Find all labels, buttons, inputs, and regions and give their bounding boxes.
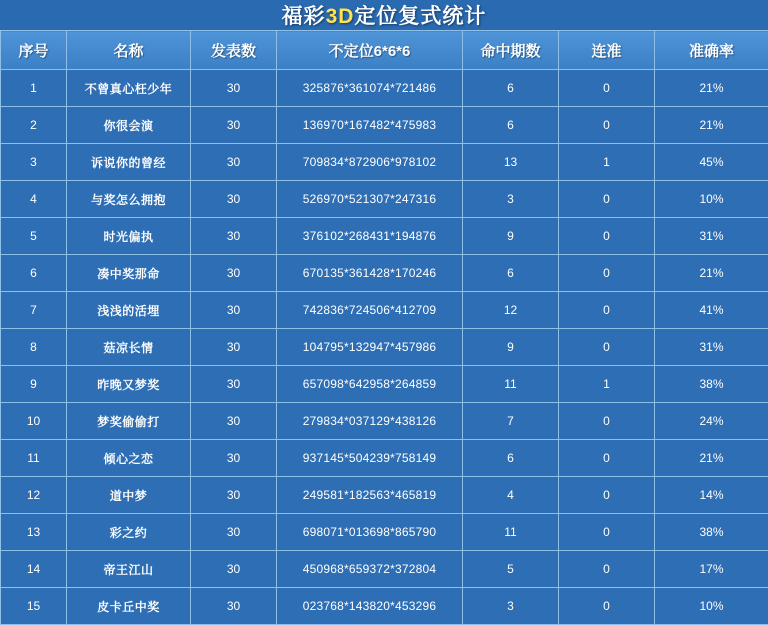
table-header xyxy=(1,31,768,70)
table-row[interactable] xyxy=(1,292,768,329)
cell-index: 13 xyxy=(1,514,67,551)
cell-index: 15 xyxy=(1,588,67,625)
cell-index: 1 xyxy=(1,70,67,107)
cell-streak: 0 xyxy=(559,440,655,477)
cell-name: 彩之约 xyxy=(67,514,191,551)
table-row[interactable] xyxy=(1,70,768,107)
cell-hit-periods: 5 xyxy=(463,551,559,588)
cell-accuracy: 21% xyxy=(655,440,768,477)
cell-post-count: 30 xyxy=(191,70,277,107)
cell-name: 菇凉长情 xyxy=(67,329,191,366)
table-body xyxy=(1,70,768,625)
cell-streak: 0 xyxy=(559,107,655,144)
cell-accuracy: 21% xyxy=(655,255,768,292)
cell-name: 与奖怎么拥抱 xyxy=(67,181,191,218)
cell-index: 6 xyxy=(1,255,67,292)
cell-streak: 0 xyxy=(559,255,655,292)
cell-post-count: 30 xyxy=(191,329,277,366)
cell-hit-periods: 9 xyxy=(463,218,559,255)
table-row[interactable] xyxy=(1,366,768,403)
cell-streak: 0 xyxy=(559,181,655,218)
cell-hit-periods: 13 xyxy=(463,144,559,181)
cell-numbers: 709834*872906*978102 xyxy=(277,144,463,181)
cell-index: 5 xyxy=(1,218,67,255)
cell-hit-periods: 9 xyxy=(463,329,559,366)
cell-post-count: 30 xyxy=(191,218,277,255)
cell-post-count: 30 xyxy=(191,144,277,181)
cell-accuracy: 41% xyxy=(655,292,768,329)
table-row[interactable] xyxy=(1,403,768,440)
table-row[interactable] xyxy=(1,588,768,625)
cell-index: 8 xyxy=(1,329,67,366)
column-header-accuracy[interactable]: 准确率 xyxy=(655,31,768,70)
table-row[interactable] xyxy=(1,477,768,514)
cell-hit-periods: 4 xyxy=(463,477,559,514)
cell-numbers: 136970*167482*475983 xyxy=(277,107,463,144)
cell-hit-periods: 6 xyxy=(463,440,559,477)
cell-post-count: 30 xyxy=(191,292,277,329)
cell-hit-periods: 6 xyxy=(463,107,559,144)
table-row[interactable] xyxy=(1,255,768,292)
cell-accuracy: 31% xyxy=(655,218,768,255)
cell-numbers: 937145*504239*758149 xyxy=(277,440,463,477)
table-row[interactable] xyxy=(1,329,768,366)
cell-index: 12 xyxy=(1,477,67,514)
cell-hit-periods: 11 xyxy=(463,514,559,551)
cell-accuracy: 17% xyxy=(655,551,768,588)
cell-hit-periods: 3 xyxy=(463,181,559,218)
column-header-post-count[interactable]: 发表数 xyxy=(191,31,277,70)
cell-streak: 0 xyxy=(559,514,655,551)
cell-hit-periods: 6 xyxy=(463,255,559,292)
cell-post-count: 30 xyxy=(191,107,277,144)
cell-index: 2 xyxy=(1,107,67,144)
cell-post-count: 30 xyxy=(191,403,277,440)
cell-index: 10 xyxy=(1,403,67,440)
table-row[interactable] xyxy=(1,107,768,144)
cell-streak: 0 xyxy=(559,403,655,440)
cell-numbers: 742836*724506*412709 xyxy=(277,292,463,329)
cell-index: 11 xyxy=(1,440,67,477)
cell-accuracy: 38% xyxy=(655,514,768,551)
cell-name: 梦奖偷偷打 xyxy=(67,403,191,440)
cell-post-count: 30 xyxy=(191,255,277,292)
cell-post-count: 30 xyxy=(191,181,277,218)
cell-accuracy: 21% xyxy=(655,70,768,107)
cell-accuracy: 14% xyxy=(655,477,768,514)
statistics-table xyxy=(0,30,768,625)
cell-name: 你很会演 xyxy=(67,107,191,144)
cell-streak: 0 xyxy=(559,218,655,255)
table-header-row xyxy=(1,31,768,70)
table-row[interactable] xyxy=(1,514,768,551)
cell-hit-periods: 11 xyxy=(463,366,559,403)
cell-hit-periods: 7 xyxy=(463,403,559,440)
cell-post-count: 30 xyxy=(191,477,277,514)
cell-index: 9 xyxy=(1,366,67,403)
page-title xyxy=(282,0,487,30)
cell-numbers: 279834*037129*438126 xyxy=(277,403,463,440)
cell-accuracy: 31% xyxy=(655,329,768,366)
table-row[interactable] xyxy=(1,181,768,218)
column-header-streak[interactable]: 连准 xyxy=(559,31,655,70)
cell-accuracy: 38% xyxy=(655,366,768,403)
cell-accuracy: 45% xyxy=(655,144,768,181)
cell-name: 倾心之恋 xyxy=(67,440,191,477)
cell-accuracy: 10% xyxy=(655,588,768,625)
cell-streak: 0 xyxy=(559,292,655,329)
cell-streak: 0 xyxy=(559,70,655,107)
cell-index: 14 xyxy=(1,551,67,588)
page-title-prefix: 福彩 xyxy=(282,5,326,28)
cell-name: 时光偏执 xyxy=(67,218,191,255)
cell-numbers: 376102*268431*194876 xyxy=(277,218,463,255)
cell-numbers: 670135*361428*170246 xyxy=(277,255,463,292)
cell-name: 道中梦 xyxy=(67,477,191,514)
cell-streak: 0 xyxy=(559,588,655,625)
table-row[interactable] xyxy=(1,144,768,181)
cell-streak: 1 xyxy=(559,144,655,181)
cell-post-count: 30 xyxy=(191,588,277,625)
cell-numbers: 104795*132947*457986 xyxy=(277,329,463,366)
page-title-bar xyxy=(0,0,768,30)
cell-accuracy: 10% xyxy=(655,181,768,218)
cell-numbers: 249581*182563*465819 xyxy=(277,477,463,514)
cell-accuracy: 24% xyxy=(655,403,768,440)
cell-name: 浅浅的活埋 xyxy=(67,292,191,329)
cell-streak: 0 xyxy=(559,477,655,514)
column-header-numbers[interactable]: 不定位6*6*6 xyxy=(277,31,463,70)
cell-hit-periods: 3 xyxy=(463,588,559,625)
column-header-name[interactable]: 名称 xyxy=(67,31,191,70)
cell-name: 皮卡丘中奖 xyxy=(67,588,191,625)
cell-name: 帝王江山 xyxy=(67,551,191,588)
table-row[interactable] xyxy=(1,440,768,477)
column-header-hit-periods[interactable]: 命中期数 xyxy=(463,31,559,70)
cell-name: 凑中奖那命 xyxy=(67,255,191,292)
cell-numbers: 325876*361074*721486 xyxy=(277,70,463,107)
cell-hit-periods: 6 xyxy=(463,70,559,107)
cell-post-count: 30 xyxy=(191,440,277,477)
cell-numbers: 657098*642958*264859 xyxy=(277,366,463,403)
cell-numbers: 526970*521307*247316 xyxy=(277,181,463,218)
cell-index: 3 xyxy=(1,144,67,181)
cell-name: 不曾真心枉少年 xyxy=(67,70,191,107)
cell-post-count: 30 xyxy=(191,551,277,588)
cell-post-count: 30 xyxy=(191,366,277,403)
page-title-suffix: 定位复式统计 xyxy=(354,5,486,28)
cell-name: 诉说你的曾经 xyxy=(67,144,191,181)
cell-index: 4 xyxy=(1,181,67,218)
cell-name: 昨晚又梦奖 xyxy=(67,366,191,403)
cell-streak: 1 xyxy=(559,366,655,403)
table-row[interactable] xyxy=(1,551,768,588)
table-row[interactable] xyxy=(1,218,768,255)
column-header-index[interactable]: 序号 xyxy=(1,31,67,70)
cell-streak: 0 xyxy=(559,551,655,588)
cell-numbers: 450968*659372*372804 xyxy=(277,551,463,588)
cell-accuracy: 21% xyxy=(655,107,768,144)
cell-streak: 0 xyxy=(559,329,655,366)
page-title-accent: 3D xyxy=(326,5,355,28)
cell-post-count: 30 xyxy=(191,514,277,551)
cell-numbers: 698071*013698*865790 xyxy=(277,514,463,551)
cell-numbers: 023768*143820*453296 xyxy=(277,588,463,625)
cell-index: 7 xyxy=(1,292,67,329)
cell-hit-periods: 12 xyxy=(463,292,559,329)
